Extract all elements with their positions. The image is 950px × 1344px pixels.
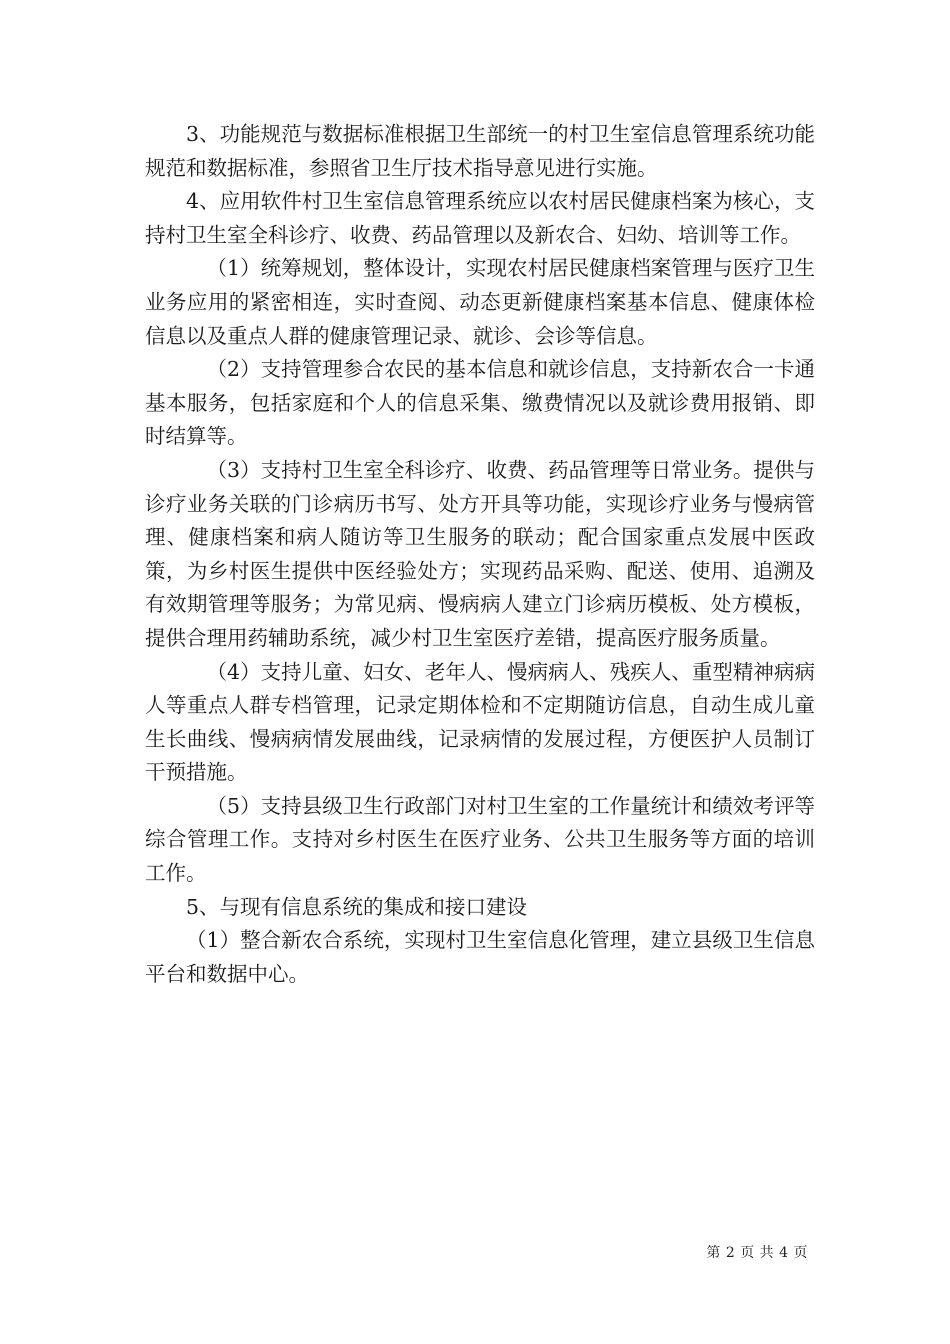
paragraph-section-4: 4、应用软件村卫生室信息管理系统应以农村居民健康档案为核心，支持村卫生室全科诊疗、收费、药品管理以及新农合、妇幼、培训等工作。 [145,189,815,247]
paragraph-section-3: 3、功能规范与数据标准根据卫生部统一的村卫生室信息管理系统功能规范和数据标准，参照省卫生厅技术指导意见进行实施。 [145,122,815,180]
paragraph-section-5-item-1: （1）整合新农合系统，实现村卫生室信息化管理，建立县级卫生信息平台和数据中心。 [145,928,815,986]
paragraph-item-4: （4）支持儿童、妇女、老年人、慢病病人、残疾人、重型精神病病人等重点人群专档管理，记录定期体检和不定期随访信息，自动生成儿童生长曲线、慢病病情发展曲线，记录病情的发展过程，方便医护人员制订干预措施。 [145,659,815,785]
page-number: 第 2 页 共 4 页 [706,1245,808,1261]
paragraph-item-5: （5）支持县级卫生行政部门对村卫生室的工作量统计和绩效考评等综合管理工作。支持对乡村医生在医疗业务、公共卫生服务等方面的培训工作。 [145,793,815,886]
paragraph-section-5: 5、与现有信息系统的集成和接口建设 [186,894,528,919]
paragraph-item-3: （3）支持村卫生室全科诊疗、收费、药品管理等日常业务。提供与诊疗业务关联的门诊病历书写、处方开具等功能，实现诊疗业务与慢病管理、健康档案和病人随访等卫生服务的联动；配合国家重点发展中医政策，为乡村医生提供中医经验处方；实现药品采购、配送、使用、追溯及有效期管理等服务；为常见病、慢病病人建立门诊病历模板、处方模板，提供合理用药辅助系统，减少村卫生室医疗差错，提高医疗服务质量。 [145,457,815,650]
paragraph-item-1: （1）统筹规划，整体设计，实现农村居民健康档案管理与医疗卫生业务应用的紧密相连，实时查阅、动态更新健康档案基本信息、健康体检信息以及重点人群的健康管理记录、就诊、会诊等信息。 [145,256,815,348]
document-body [145,118,815,991]
paragraph-item-2: （2）支持管理参合农民的基本信息和就诊信息，支持新农合一卡通基本服务，包括家庭和个人的信息采集、缴费情况以及就诊费用报销、即时结算等。 [145,357,815,449]
